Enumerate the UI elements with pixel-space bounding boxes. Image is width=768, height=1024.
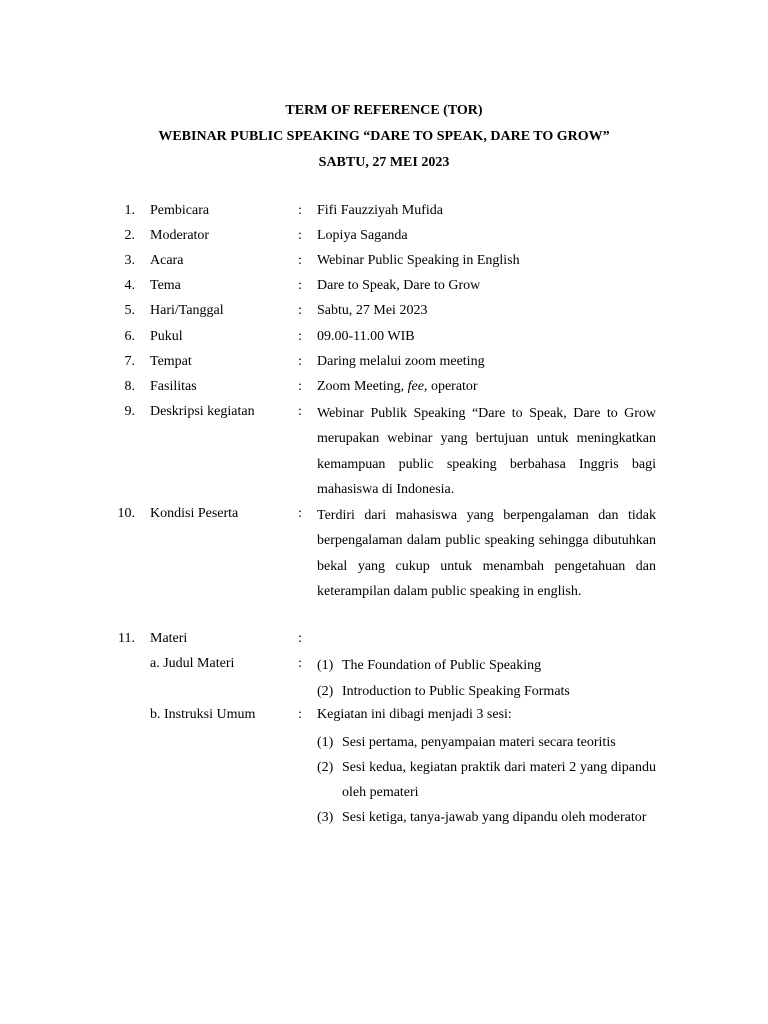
- item-label: Hari/Tanggal: [150, 303, 224, 318]
- item-label: Fasilitas: [150, 379, 197, 394]
- entry-text: Sesi pertama, penyampaian materi secara teoritis: [342, 735, 616, 750]
- entry-text: Sesi kedua, kegiatan praktik dari materi 2 yang dipandu oleh pemateri: [342, 760, 656, 801]
- participant-paragraph: Terdiri dari mahasiswa yang berpengalaman dan tidak berpengalaman dalam public speaking sehingga dibutuhkan bekal yang cukup untuk menambah pengetahuan dan keterampilan dalam public speaking in english.: [317, 508, 656, 599]
- item-colon: :: [298, 228, 302, 243]
- sub-item: [0, 707, 768, 732]
- facility-operator-text: operator: [427, 379, 478, 394]
- item-number: 11.: [118, 631, 135, 646]
- entry-marker: (1): [317, 658, 334, 673]
- item-number: 2.: [124, 228, 135, 243]
- item-label: Pembicara: [150, 203, 210, 218]
- item-value: Sabtu, 27 Mei 2023: [317, 303, 428, 318]
- item-value: Dare to Speak, Dare to Grow: [317, 278, 481, 293]
- numbered-entry: [317, 679, 656, 704]
- item-number: 9.: [124, 404, 135, 419]
- item-value: Webinar Public Speaking in English: [317, 253, 520, 268]
- sub-item-label: a. Judul Materi: [150, 656, 235, 671]
- item-label: Tempat: [150, 354, 192, 369]
- list-item: [0, 203, 768, 228]
- item-colon: :: [298, 253, 302, 268]
- item-colon: :: [298, 329, 302, 344]
- numbered-entry: [317, 755, 656, 806]
- item-colon: :: [298, 656, 302, 671]
- item-colon: :: [298, 278, 302, 293]
- description-paragraph: Webinar Publik Speaking “Dare to Speak, Dare to Grow merupakan webinar yang bertujuan untuk meningkatkan kemampuan public speaking berbahasa Inggris bagi mahasiswa di Indonesia.: [317, 406, 656, 497]
- facility-fee-text: fee,: [407, 379, 428, 394]
- item-label: Kondisi Peserta: [150, 506, 239, 521]
- numbered-entry: [317, 653, 656, 678]
- item-value: [317, 379, 478, 395]
- item-number: 10.: [117, 506, 135, 521]
- item-number: 7.: [124, 354, 135, 369]
- entry-text: Introduction to Public Speaking Formats: [342, 684, 570, 699]
- document-date: SABTU, 27 MEI 2023: [318, 155, 450, 170]
- item-colon: :: [298, 354, 302, 369]
- item-colon: :: [298, 707, 302, 722]
- entry-marker: (1): [317, 735, 334, 750]
- item-colon: :: [298, 631, 302, 646]
- list-item: [0, 354, 768, 379]
- item-colon: :: [298, 303, 302, 318]
- item-colon: :: [298, 506, 302, 521]
- numbered-entry: [317, 805, 656, 830]
- instruction-intro: Kegiatan ini dibagi menjadi 3 sesi:: [317, 707, 512, 722]
- entry-text: Sesi ketiga, tanya-jawab yang dipandu oleh moderator: [342, 810, 647, 825]
- item-number: 4.: [124, 278, 135, 293]
- item-label: Pukul: [150, 329, 183, 344]
- list-item: [0, 278, 768, 303]
- sub-item-label: b. Instruksi Umum: [150, 707, 256, 722]
- item-number: 3.: [124, 253, 135, 268]
- item-colon: :: [298, 379, 302, 394]
- item-label: Tema: [150, 278, 181, 293]
- document-title: TERM OF REFERENCE (TOR): [285, 103, 483, 118]
- document-subtitle: WEBINAR PUBLIC SPEAKING “DARE TO SPEAK, DARE TO GROW”: [158, 129, 610, 144]
- item-number: 5.: [124, 303, 135, 318]
- entry-text: The Foundation of Public Speaking: [342, 658, 542, 673]
- entry-marker: (2): [317, 760, 334, 775]
- list-item: [0, 303, 768, 328]
- item-value: Daring melalui zoom meeting: [317, 354, 485, 369]
- facility-text: Zoom Meeting,: [317, 379, 408, 394]
- item-value: Lopiya Saganda: [317, 228, 408, 243]
- numbered-entry: [317, 730, 656, 755]
- item-colon: :: [298, 203, 302, 218]
- entry-marker: (3): [317, 810, 334, 825]
- item-label: Deskripsi kegiatan: [150, 404, 255, 419]
- item-number: 1.: [124, 203, 135, 218]
- item-value: 09.00-11.00 WIB: [317, 329, 415, 344]
- item-label: Materi: [150, 631, 188, 646]
- item-label: Moderator: [150, 228, 210, 243]
- item-label: Acara: [150, 253, 184, 268]
- list-item: [0, 253, 768, 278]
- item-number: 6.: [124, 329, 135, 344]
- item-value: Fifi Fauzziyah Mufida: [317, 203, 443, 218]
- list-item: [0, 228, 768, 253]
- entry-marker: (2): [317, 684, 334, 699]
- item-number: 8.: [124, 379, 135, 394]
- item-colon: :: [298, 404, 302, 419]
- list-item: [0, 329, 768, 354]
